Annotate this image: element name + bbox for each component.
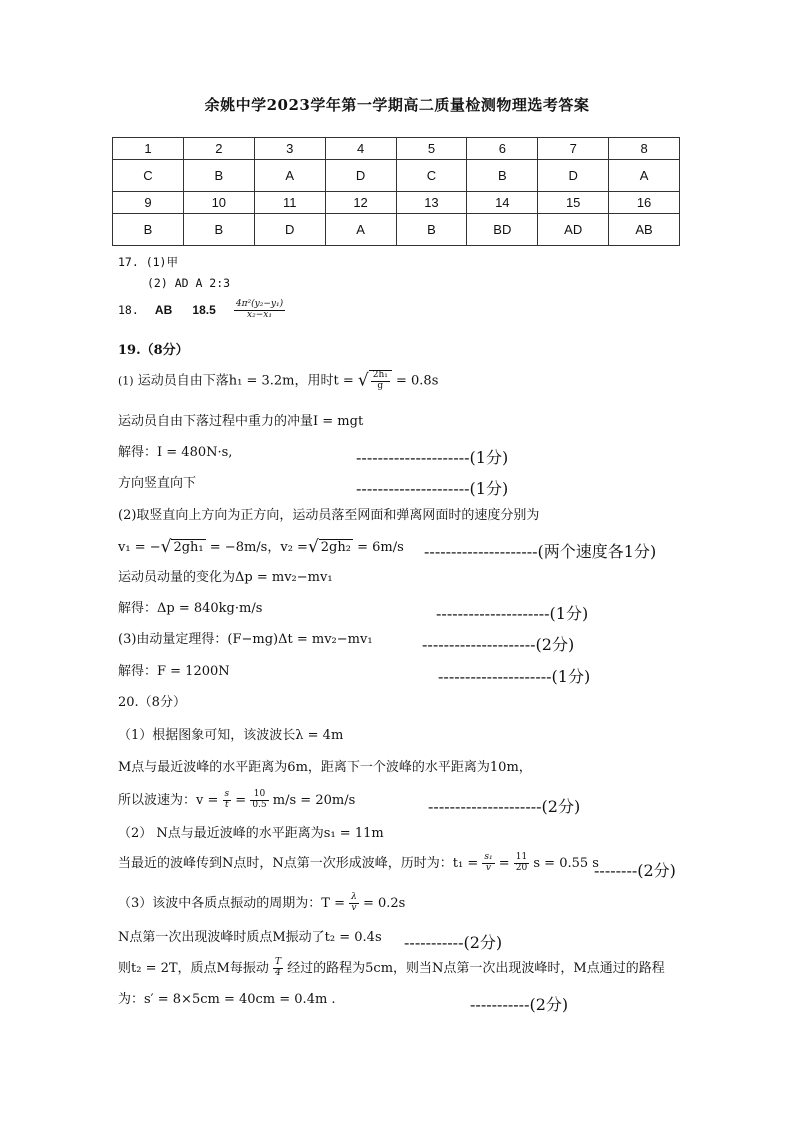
cell: 10 (183, 192, 254, 214)
cell: A (325, 214, 396, 246)
sqrt-icon: √ (160, 537, 172, 557)
cell: C (396, 160, 467, 192)
cell: 6 (467, 138, 538, 160)
q19-heading: 19.（8分） (118, 343, 189, 358)
cell: C (113, 160, 184, 192)
cell: 7 (538, 138, 609, 160)
question-number-row (113, 138, 680, 160)
score-note: --------(2分) (594, 861, 676, 880)
answer-row (113, 214, 680, 246)
score-note: ---------------------(1分) (356, 448, 509, 467)
q20-line-2: M点与最近波峰的水平距离为6m，距离下一个波峰的水平距离为10m， (118, 760, 532, 775)
question-number-row (113, 192, 680, 214)
cell: D (254, 214, 325, 246)
cell: AB (609, 214, 680, 246)
cell: 14 (467, 192, 538, 214)
q18-answer-1: AB (154, 302, 173, 317)
q20-line-7: N点第一次出现波峰时质点M振动了t₂ = 0.4s (118, 930, 382, 945)
cell: 15 (538, 192, 609, 214)
cell: D (538, 160, 609, 192)
q19-line-10: 解得：F = 1200N (118, 664, 230, 679)
cell: B (183, 214, 254, 246)
sqrt-icon: √ (307, 537, 319, 557)
score-note: ---------------------(两个速度各1分) (424, 542, 657, 561)
cell: 13 (396, 192, 467, 214)
cell: D (325, 160, 396, 192)
cell: B (113, 214, 184, 246)
q19-line-4: 方向竖直向下 (118, 476, 197, 491)
cell: A (254, 160, 325, 192)
cell: 9 (113, 192, 184, 214)
q18-fraction: $\frac{\text{4π²(y₂−y₁)}}{\text{x₂−x₁}}$ (235, 299, 284, 320)
score-note: ---------------------(2分) (428, 797, 581, 816)
q20-line-6: （3）该波中各质点振动的周期为：T = $\frac{\lambda}{v}$ = 0.2s (118, 892, 406, 913)
q18-answer-2: 18.5 (192, 302, 216, 317)
cell: B (183, 160, 254, 192)
cell: 8 (609, 138, 680, 160)
cell: B (467, 160, 538, 192)
cell: B (396, 214, 467, 246)
q19-line-1: (1) 运动员自由下落h₁ = 3.2m，用时t = √ $\frac{\text{2h₁}}{g}$ = 0.8s (118, 370, 439, 391)
score-note: ---------------------(1分) (356, 479, 509, 498)
q19-line-6: v₁ = −√ 2gh₁ = −8m/s，v₂ =√ 2gh₂ = 6m/s (118, 537, 404, 557)
q20-line-1: （1）根据图象可知，该波波长λ = 4m (118, 728, 344, 743)
q19-line-8: 解得：Δp = 840kg·m/s (118, 601, 263, 616)
cell: 4 (325, 138, 396, 160)
score-note: ---------------------(1分) (436, 604, 589, 623)
cell: 2 (183, 138, 254, 160)
score-note: -----------(2分) (404, 933, 503, 952)
answer-table (112, 137, 680, 246)
document-title: 余姚中学2023学年第一学期高二质量检测物理选考答案 (204, 96, 590, 114)
q19-line-3: 解得：I = 480N·s, (118, 445, 233, 460)
q18-line (118, 300, 285, 321)
score-note: ---------------------(1分) (438, 667, 591, 686)
cell: 12 (325, 192, 396, 214)
q17-line-1: 17. (1)甲 (118, 255, 178, 269)
q20-line-8: 则t₂ = 2T，质点M每振动 $\frac{T}{4}$ 经过的路程为5cm，则当N点第一次出现波峰时，M点通过的路程 (118, 957, 665, 978)
q19-line-9: (3)由动量定理得：(F−mg)Δt = mv₂−mv₁ (118, 632, 373, 647)
q19-line-7: 运动员动量的变化为Δp = mv₂−mv₁ (118, 570, 333, 585)
q20-heading: 20.（8分） (118, 695, 186, 710)
answer-row (113, 160, 680, 192)
cell: 11 (254, 192, 325, 214)
q19-line-2: 运动员自由下落过程中重力的冲量I = mgt (118, 414, 364, 429)
q20-line-5: 当最近的波峰传到N点时，N点第一次形成波峰，历时为：t₁ = $\frac{\text{s₁}}{v}$ = $\frac{11}{20}$ s = 0.55 s (118, 852, 599, 873)
cell: A (609, 160, 680, 192)
cell: 1 (113, 138, 184, 160)
q17-line-2: (2) AD A 2:3 (147, 276, 231, 290)
cell: AD (538, 214, 609, 246)
q20-line-4: （2） N点与最近波峰的水平距离为s₁ = 11m (118, 826, 384, 841)
q20-line-3: 所以波速为：v = $\frac{s}{t}$ = $\frac{10}{0.5}$ m/s = 20m/s (118, 789, 356, 810)
q20-line-9: 为：s′ = 8×5cm = 40cm = 0.4m . (118, 992, 336, 1007)
cell: BD (467, 214, 538, 246)
score-note: -----------(2分) (470, 995, 569, 1014)
cell: 3 (254, 138, 325, 160)
q18-label: 18. (118, 302, 139, 317)
cell: 5 (396, 138, 467, 160)
cell: 16 (609, 192, 680, 214)
score-note: ---------------------(2分) (422, 635, 575, 654)
sqrt-icon: √ (357, 370, 369, 391)
q19-line-5: (2)取竖直向上方向为正方向，运动员落至网面和弹离网面时的速度分别为 (118, 508, 540, 523)
